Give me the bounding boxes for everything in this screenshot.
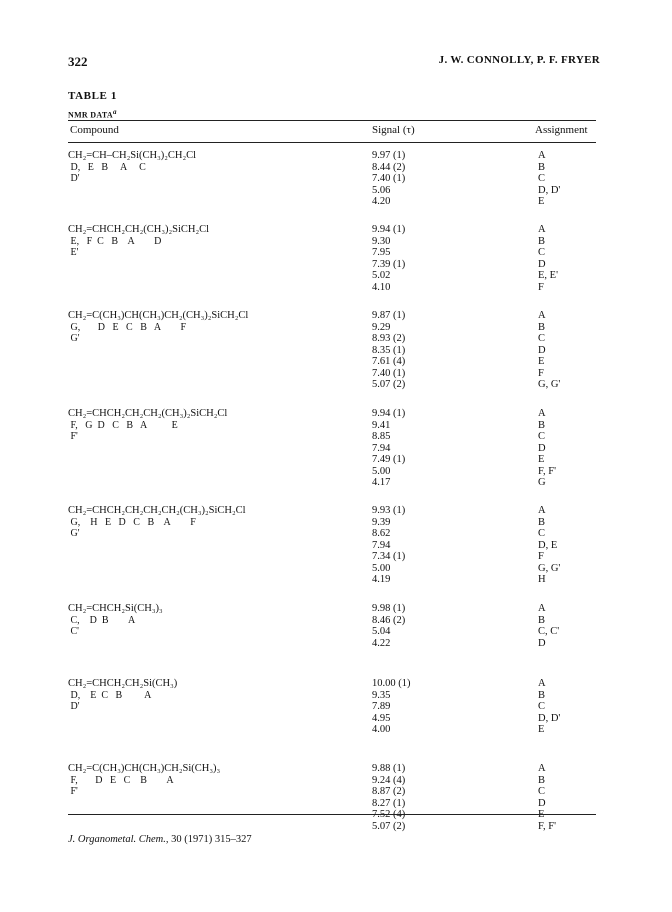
proton-labels: C, D B A xyxy=(68,614,136,626)
assignment-value: C xyxy=(538,528,546,539)
proton-labels-prime: G' xyxy=(68,528,80,539)
proton-labels-prime: E' xyxy=(68,247,79,258)
table-label: TABLE 1 xyxy=(68,90,117,102)
signal-value: 5.00 xyxy=(372,562,391,574)
assignment-value: E, E' xyxy=(538,270,558,281)
assignment-value: A xyxy=(538,224,546,235)
signal-value: 9.29 xyxy=(372,321,391,333)
assignment-value: D, D' xyxy=(538,712,561,724)
signal-list xyxy=(372,150,405,208)
table-subtitle-text: NMR DATA xyxy=(68,110,113,120)
column-header-signal: Signal (τ) xyxy=(372,124,415,136)
assignment-value: A xyxy=(538,678,546,689)
assignment-value: E xyxy=(538,809,545,820)
assignment-value: F, F' xyxy=(538,465,556,477)
assignment-value: B xyxy=(538,614,546,626)
assignment-value: D xyxy=(538,442,546,454)
assignment-value: E xyxy=(538,724,545,735)
proton-labels-prime: D' xyxy=(68,173,80,184)
signal-value: 9.98 (1) xyxy=(372,603,406,614)
assignment-value: B xyxy=(538,419,546,431)
signal-value: 9.93 (1) xyxy=(372,505,406,516)
compound-formula: CH₂=CHCH₂CH₂CH₂(CH₃)₂SiCH₂Cl xyxy=(68,408,228,419)
assignment-list xyxy=(538,224,558,293)
assignment-list xyxy=(538,408,556,489)
table-top-rule xyxy=(68,120,596,121)
assignment-value: G, G' xyxy=(538,562,561,574)
assignment-value: B xyxy=(538,516,546,528)
assignment-value: D xyxy=(538,637,546,649)
proton-labels-prime: F' xyxy=(68,786,78,797)
assignment-value: A xyxy=(538,603,546,614)
signal-value: 10.00 (1) xyxy=(372,678,411,689)
assignment-value: F xyxy=(538,281,544,293)
compound-formula: CH₂=C(CH₃)CH(CH₃)CH₂Si(CH₃)₃ xyxy=(68,763,221,774)
table-subtitle xyxy=(68,108,117,120)
assignment-value: A xyxy=(538,310,546,321)
signal-value: 7.49 (1) xyxy=(372,454,406,465)
compound-formula: CH₂=CH–CH₂Si(CH₃)₂CH₂Cl xyxy=(68,150,197,161)
signal-list xyxy=(372,408,405,489)
assignment-value: C xyxy=(538,431,546,442)
assignment-list xyxy=(538,310,560,391)
assignment-value: A xyxy=(538,763,546,774)
assignment-value: A xyxy=(538,505,546,516)
signal-value: 8.93 (2) xyxy=(372,333,406,344)
column-header-compound: Compound xyxy=(70,124,119,136)
signal-list xyxy=(372,310,405,391)
proton-labels: G, H E D C B A F xyxy=(68,516,196,528)
signal-value: 9.41 xyxy=(372,419,391,431)
signal-value: 9.39 xyxy=(372,516,391,528)
assignment-value: D, D' xyxy=(538,184,561,196)
signal-list xyxy=(372,678,411,736)
signal-value: 7.52 (4) xyxy=(372,809,406,820)
assignment-value: H xyxy=(538,574,546,585)
assignment-value: D xyxy=(538,258,546,270)
proton-labels: F, D E C B A xyxy=(68,774,174,786)
proton-labels: E, F C B A D xyxy=(68,235,162,247)
compound-formula: CH₂=CHCH₂CH₂CH₂CH₂(CH₃)₂SiCH₂Cl xyxy=(68,505,246,516)
assignment-value: D xyxy=(538,344,546,356)
signal-value: 4.17 xyxy=(372,477,391,488)
signal-value: 7.39 (1) xyxy=(372,258,406,270)
assignment-value: G xyxy=(538,477,546,488)
assignment-list xyxy=(538,763,556,832)
assignment-value: D, E xyxy=(538,539,558,551)
compound-formula: CH₂=CHCH₂CH₂(CH₃)₂SiCH₂Cl xyxy=(68,224,210,235)
column-header-assignment: Assignment xyxy=(535,124,588,136)
signal-value: 9.94 (1) xyxy=(372,224,406,235)
signal-value: 7.40 (1) xyxy=(372,173,406,184)
signal-value: 8.27 (1) xyxy=(372,797,406,809)
signal-value: 7.95 xyxy=(372,247,391,258)
signal-value: 7.34 (1) xyxy=(372,551,406,562)
signal-value: 7.40 (1) xyxy=(372,367,406,379)
assignment-value: C xyxy=(538,786,546,797)
signal-list xyxy=(372,763,405,832)
signal-value: 7.94 xyxy=(372,539,391,551)
signal-value: 8.87 (2) xyxy=(372,786,406,797)
assignment-value: G, G' xyxy=(538,379,561,390)
signal-value: 9.30 xyxy=(372,235,391,247)
proton-labels: D, E B A C xyxy=(68,161,146,173)
signal-value: 9.35 xyxy=(372,689,391,701)
signal-value: 4.19 xyxy=(372,574,391,585)
assignment-value: F xyxy=(538,367,544,379)
proton-labels-prime: C' xyxy=(68,626,79,637)
table-footnote-mark: a xyxy=(113,108,117,116)
assignment-list xyxy=(538,505,560,586)
signal-value: 7.89 xyxy=(372,701,391,712)
assignment-value: F xyxy=(538,551,544,562)
table-header-rule xyxy=(68,142,596,143)
assignment-value: C, C' xyxy=(538,626,560,637)
proton-labels: D, E C B A xyxy=(68,689,152,701)
assignment-list xyxy=(538,603,559,649)
signal-value: 7.94 xyxy=(372,442,391,454)
signal-value: 7.61 (4) xyxy=(372,356,406,367)
table-bottom-rule xyxy=(68,814,596,815)
assignment-value: B xyxy=(538,321,546,333)
signal-value: 9.24 (4) xyxy=(372,774,406,786)
assignment-value: E xyxy=(538,196,545,207)
assignment-value: A xyxy=(538,408,546,419)
signal-value: 8.35 (1) xyxy=(372,344,406,356)
page-number: 322 xyxy=(68,54,88,69)
signal-value: 8.46 (2) xyxy=(372,614,406,626)
signal-value: 5.07 (2) xyxy=(372,379,406,390)
proton-labels: F, G D C B A E xyxy=(68,419,178,431)
running-header-authors: J. W. CONNOLLY, P. F. FRYER xyxy=(438,54,600,66)
assignment-value: C xyxy=(538,701,546,712)
assignment-value: B xyxy=(538,235,546,247)
signal-list xyxy=(372,224,405,293)
signal-value: 8.85 xyxy=(372,431,391,442)
journal-name: J. Organometal. Chem., xyxy=(68,834,169,845)
assignment-list xyxy=(538,678,560,736)
signal-value: 9.97 (1) xyxy=(372,150,406,161)
compound-formula: CH₂=CHCH₂Si(CH₃)₃ xyxy=(68,603,163,614)
signal-value: 8.62 xyxy=(372,528,391,539)
signal-value: 5.02 xyxy=(372,270,391,281)
signal-list xyxy=(372,505,405,586)
signal-value: 4.10 xyxy=(372,281,391,293)
assignment-list xyxy=(538,150,560,208)
signal-value: 4.20 xyxy=(372,196,391,207)
signal-value: 4.95 xyxy=(372,712,391,724)
proton-labels-prime: G' xyxy=(68,333,80,344)
proton-labels: G, D E C B A F xyxy=(68,321,187,333)
assignment-value: C xyxy=(538,333,546,344)
signal-value: 5.07 (2) xyxy=(372,820,406,832)
assignment-value: F, F' xyxy=(538,820,556,832)
signal-value: 8.44 (2) xyxy=(372,161,406,173)
assignment-value: C xyxy=(538,247,546,258)
signal-value: 4.22 xyxy=(372,637,391,649)
signal-value: 4.00 xyxy=(372,724,391,735)
assignment-value: B xyxy=(538,161,546,173)
journal-footer xyxy=(68,834,252,845)
assignment-value: E xyxy=(538,454,545,465)
signal-value: 5.00 xyxy=(372,465,391,477)
compound-formula: CH₂=C(CH₃)CH(CH₃)CH₂(CH₃)₂SiCH₂Cl xyxy=(68,310,249,321)
assignment-value: A xyxy=(538,150,546,161)
assignment-value: B xyxy=(538,774,546,786)
compound-formula: CH₂=CHCH₂CH₂Si(CH₃) xyxy=(68,678,178,689)
assignment-value: D xyxy=(538,797,546,809)
signal-value: 5.04 xyxy=(372,626,391,637)
proton-labels-prime: F' xyxy=(68,431,78,442)
assignment-value: E xyxy=(538,356,545,367)
signal-value: 9.88 (1) xyxy=(372,763,406,774)
proton-labels-prime: D' xyxy=(68,701,80,712)
signal-value: 5.06 xyxy=(372,184,391,196)
signal-value: 9.87 (1) xyxy=(372,310,406,321)
assignment-value: C xyxy=(538,173,546,184)
assignment-value: B xyxy=(538,689,546,701)
journal-citation: 30 (1971) 315–327 xyxy=(171,834,252,845)
signal-list xyxy=(372,603,405,649)
signal-value: 9.94 (1) xyxy=(372,408,406,419)
